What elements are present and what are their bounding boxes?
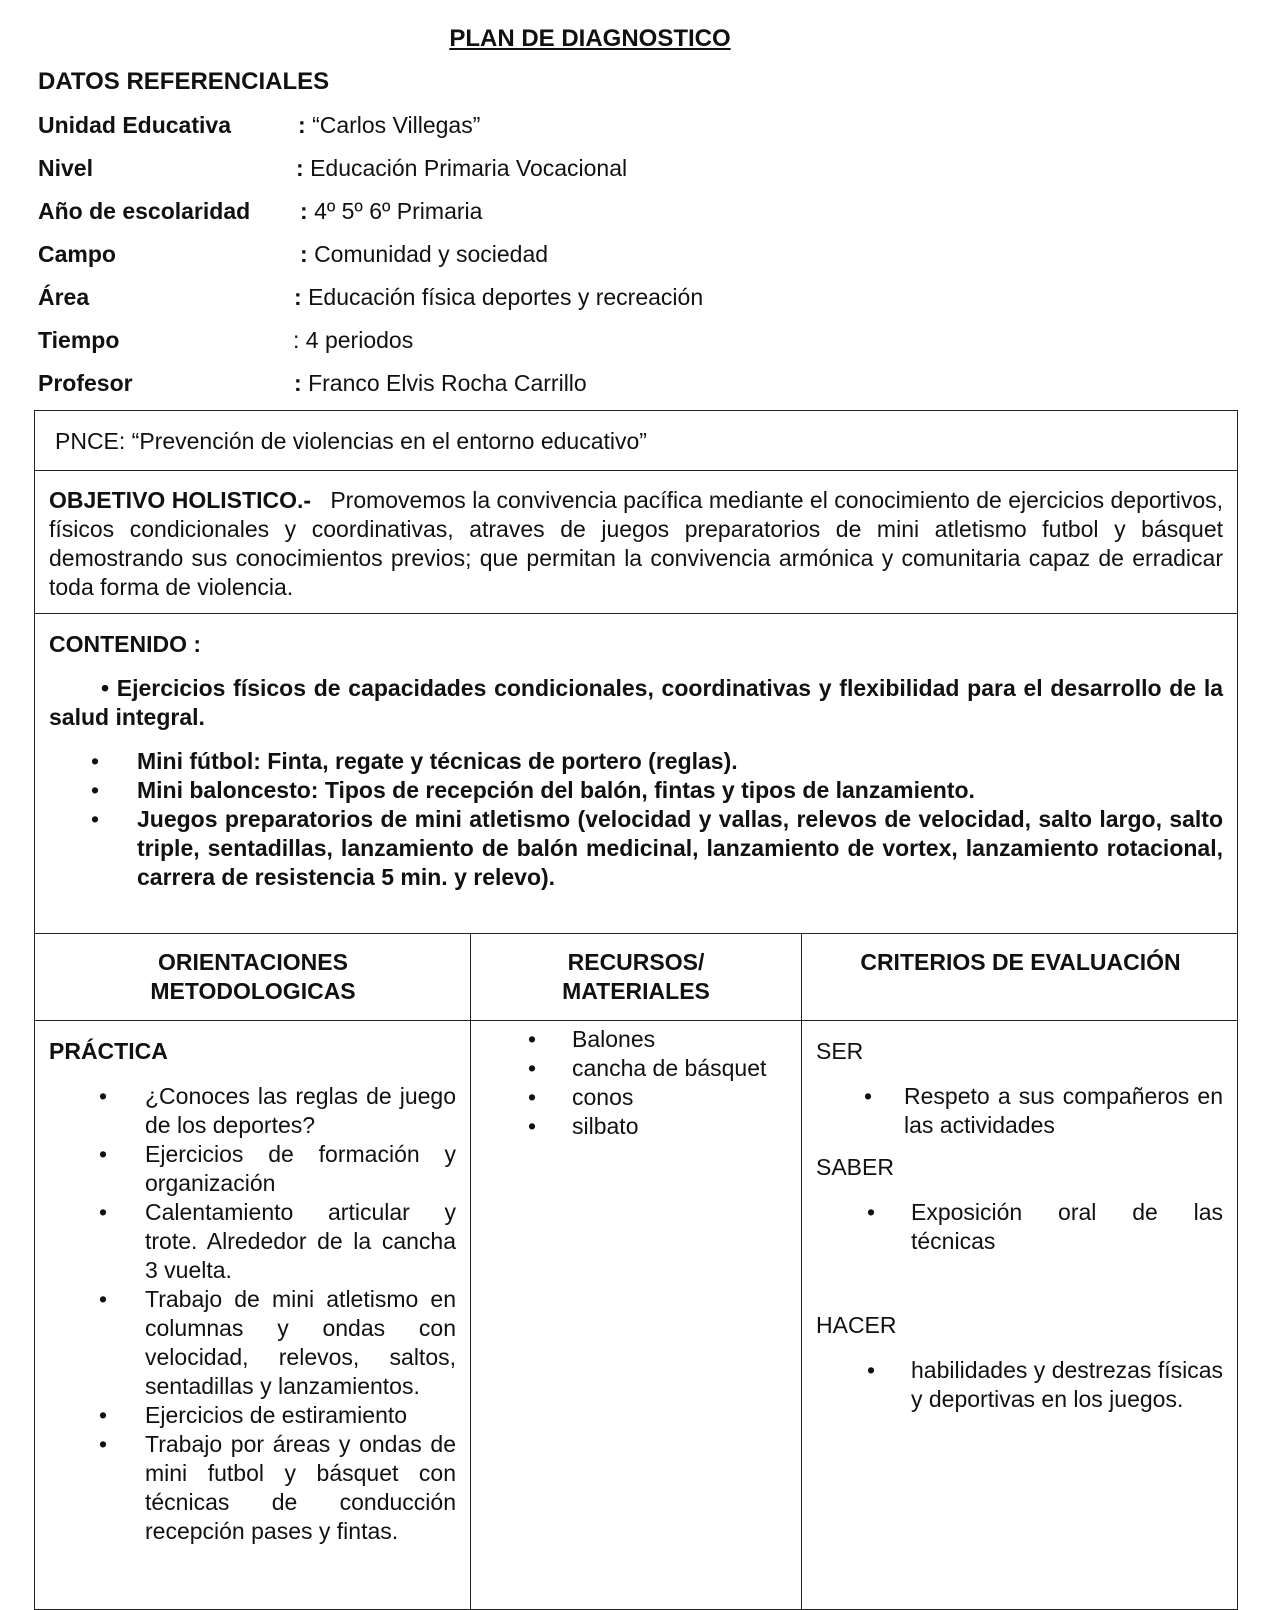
ref-label: Área xyxy=(38,284,90,310)
recurso-item xyxy=(572,1025,791,1054)
pnce-box xyxy=(34,410,1238,471)
header-criterios: CRITERIOS DE EVALUACIÓN xyxy=(860,949,1181,975)
ref-label: Campo xyxy=(38,241,116,267)
practica-label: PRÁCTICA xyxy=(49,1038,168,1064)
criterio-ser-text: Respeto a sus compañeros en las actividades xyxy=(904,1083,1223,1138)
ref-colon: : xyxy=(294,370,302,396)
ref-label: Año de escolaridad xyxy=(38,198,251,224)
ref-value xyxy=(296,154,627,183)
practica-item xyxy=(145,1082,456,1140)
contenido-main-point: • Ejercicios físicos de capacidades condicionales, coordinativas y flexibilidad para el desarrollo de la salud integral. xyxy=(49,675,1223,730)
recurso-item xyxy=(572,1083,791,1112)
practica-item-text: Trabajo por áreas y ondas de mini futbol y básquet con técnicas de conducción recepción pases y fintas. xyxy=(145,1431,456,1544)
practica-item-text: Ejercicios de estiramiento xyxy=(145,1402,408,1428)
contenido-item-text: Mini baloncesto: Tipos de recepción del balón, fintas y tipos de lanzamiento. xyxy=(137,777,975,803)
pnce-text: PNCE: “Prevención de violencias en el entorno educativo” xyxy=(55,428,647,454)
section-heading: DATOS REFERENCIALES xyxy=(38,68,330,95)
header-cell-orientaciones xyxy=(34,933,471,1021)
ref-text: Comunidad y sociedad xyxy=(314,241,549,267)
recurso-item xyxy=(572,1112,791,1141)
recurso-item-text: silbato xyxy=(572,1113,639,1139)
practica-item xyxy=(145,1430,456,1546)
ref-value xyxy=(294,369,587,398)
ref-colon: : xyxy=(300,198,308,224)
recurso-item xyxy=(572,1054,791,1083)
criterio-saber-item xyxy=(911,1198,1223,1256)
ref-colon: : xyxy=(298,112,306,138)
ref-colon: : xyxy=(294,284,302,310)
ref-text: Franco Elvis Rocha Carrillo xyxy=(308,370,587,396)
header-cell-criterios xyxy=(801,933,1238,1021)
ref-value xyxy=(300,197,482,226)
contenido-box xyxy=(34,613,1238,934)
ref-value xyxy=(293,326,413,355)
objetivo-box xyxy=(34,470,1238,614)
criterio-ser-list xyxy=(904,1082,1223,1140)
cell-orientaciones xyxy=(34,1020,471,1610)
ref-colon: : xyxy=(296,155,304,181)
contenido-list xyxy=(137,747,1223,892)
criterio-hacer-item xyxy=(911,1356,1223,1414)
criterio-ser-label: SER xyxy=(816,1038,864,1064)
ref-label: Nivel xyxy=(38,155,93,181)
ref-text: Educación física deportes y recreación xyxy=(308,284,704,310)
practica-item-text: ¿Conoces las reglas de juego de los deportes? xyxy=(145,1083,456,1138)
practica-item xyxy=(145,1285,456,1401)
ref-label: Unidad Educativa xyxy=(38,112,231,138)
header-recursos: RECURSOS/ MATERIALES xyxy=(562,949,710,1004)
ref-value xyxy=(298,111,480,140)
contenido-label: CONTENIDO : xyxy=(49,631,202,657)
ref-label: Tiempo xyxy=(38,327,120,353)
ref-text: Educación Primaria Vocacional xyxy=(310,155,628,181)
recurso-item-text: cancha de básquet xyxy=(572,1055,767,1081)
criterio-hacer-label: HACER xyxy=(816,1312,897,1338)
objetivo-label: OBJETIVO HOLISTICO.- xyxy=(49,487,312,513)
criterio-ser-item xyxy=(904,1082,1223,1140)
cell-criterios xyxy=(801,1020,1238,1610)
ref-label: Profesor xyxy=(38,370,133,396)
practica-list xyxy=(145,1082,456,1546)
contenido-item xyxy=(137,805,1223,892)
contenido-item-text: Juegos preparatorios de mini atletismo (velocidad y vallas, relevos de velocidad, salto largo, salto triple, sentadillas, lanzamiento de balón medicinal, lanzamiento de vortex, lanzamiento rotacional, carrera de resistencia 5 min. y relevo). xyxy=(137,806,1223,890)
header-orientaciones: ORIENTACIONES METODOLOGICAS xyxy=(150,949,356,1004)
ref-value xyxy=(300,240,548,269)
recurso-item-text: Balones xyxy=(572,1026,656,1052)
practica-item xyxy=(145,1401,456,1430)
practica-item-text: Trabajo de mini atletismo en columnas y ondas con velocidad, relevos, saltos, sentadillas y lanzamientos. xyxy=(145,1286,456,1399)
recurso-item-text: conos xyxy=(572,1084,634,1110)
ref-text: 4º 5º 6º Primaria xyxy=(314,198,483,224)
cell-recursos xyxy=(470,1020,802,1610)
practica-item xyxy=(145,1198,456,1285)
ref-colon: : xyxy=(300,241,308,267)
ref-text: “Carlos Villegas” xyxy=(312,112,481,138)
ref-colon: : xyxy=(293,327,300,353)
criterio-hacer-list xyxy=(911,1356,1223,1414)
criterio-hacer-text: habilidades y destrezas físicas y deportivas en los juegos. xyxy=(911,1357,1223,1412)
objetivo-text: Promovemos la convivencia pacífica mediante el conocimiento de ejercicios deportivos, físicos condicionales y coordinativas, atraves de juegos preparatorios de mini atletismo futbol y básquet demostrando sus conocimientos previos; que permitan la convivencia armónica y comunitaria capaz de erradicar toda forma de violencia. xyxy=(49,487,1224,600)
contenido-item xyxy=(137,776,1223,805)
criterio-saber-label: SABER xyxy=(816,1154,894,1180)
recursos-list xyxy=(572,1025,791,1141)
criterio-saber-text: Exposición oral de las técnicas xyxy=(911,1199,1223,1254)
ref-text: 4 periodos xyxy=(305,327,414,353)
header-cell-recursos xyxy=(470,933,802,1021)
contenido-item-text: Mini fútbol: Finta, regate y técnicas de portero (reglas). xyxy=(137,748,738,774)
practica-item-text: Calentamiento articular y trote. Alrededor de la cancha 3 vuelta. xyxy=(145,1199,456,1283)
practica-item-text: Ejercicios de formación y organización xyxy=(145,1141,456,1196)
objetivo-paragraph xyxy=(49,486,1223,602)
practica-item xyxy=(145,1140,456,1198)
criterio-saber-list xyxy=(911,1198,1223,1256)
ref-value xyxy=(294,283,703,312)
document-title: PLAN DE DIAGNOSTICO xyxy=(449,25,731,52)
contenido-item xyxy=(137,747,1223,776)
